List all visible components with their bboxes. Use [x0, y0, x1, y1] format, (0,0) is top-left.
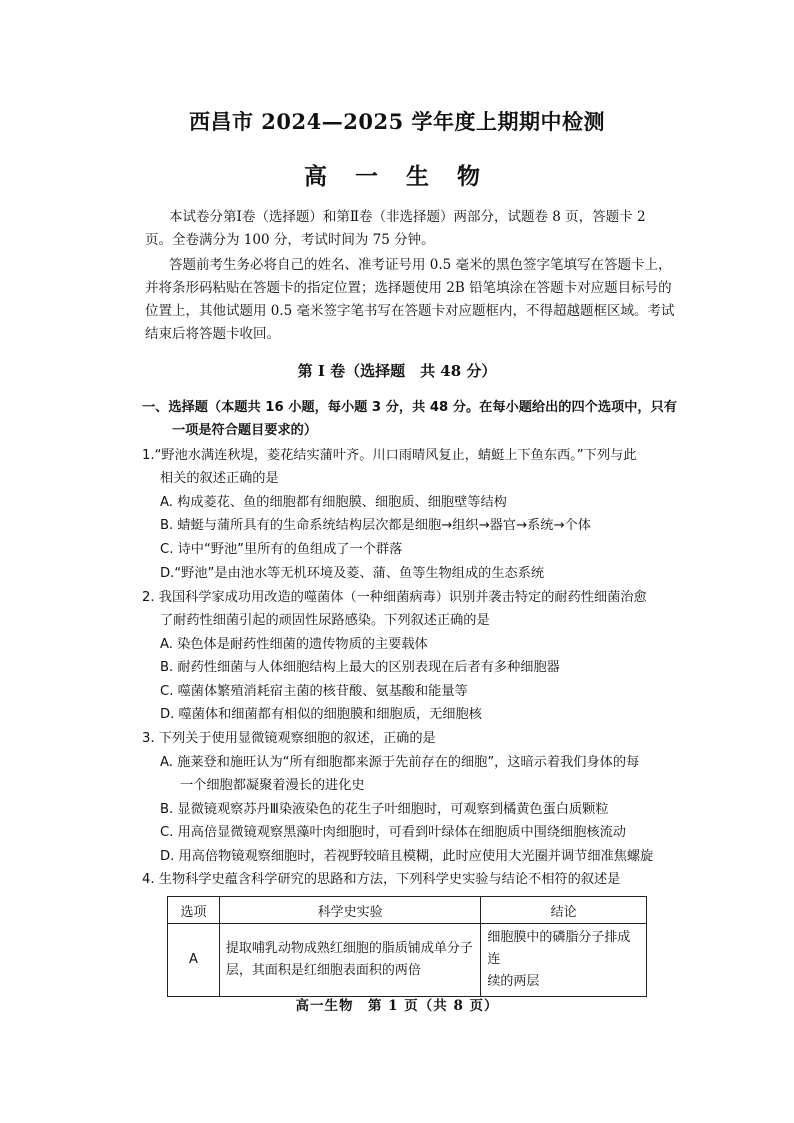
question-4-stem: 4. 生物科学史蕴含科学研究的思路和方法，下列科学史实验与结论不相符的叙述是	[142, 872, 621, 887]
table-row	[168, 924, 647, 997]
table-cell-experiment	[219, 924, 480, 997]
question-1-option-a: A. 构成菱花、鱼的细胞都有细胞膜、细胞质、细胞壁等结构	[160, 495, 507, 510]
question-3-option-b: B. 显微镜观察苏丹Ⅲ染液染色的花生子叶细胞时，可观察到橘黄色蛋白质颗粒	[160, 802, 609, 817]
part-heading-line: 一、选择题（本题共 16 小题，每小题 3 分，共 48 分。在每小题给出的四个选项中，只有	[142, 400, 677, 415]
question-2-stem: 了耐药性细菌引起的顽固性尿路感染。下列叙述正确的是	[160, 613, 490, 628]
question-2-option-a: A. 染色体是耐药性细菌的遗传物质的主要载体	[160, 637, 428, 652]
science-history-table	[167, 896, 647, 997]
instructions-paragraph-2	[145, 254, 675, 346]
instruction-line: 答题前考生务必将自己的姓名、准考证号用 0.5 毫米的黑色签字笔填写在答题卡上，	[169, 257, 672, 273]
section-title: 第 I 卷（选择题 共 48 分）	[297, 362, 497, 380]
exam-title: 西昌市 2024—2025 学年度上期期中检测	[188, 109, 605, 134]
table-header-option: 选项	[168, 897, 220, 924]
question-1-option-b: B. 蜻蜓与蒲所具有的生命系统结构层次都是细胞→组织→器官→系统→个体	[160, 518, 591, 533]
question-2-stem: 2. 我国科学家成功用改造的噬菌体（一种细菌病毒）识别并袭击特定的耐药性细菌治愈	[142, 590, 647, 605]
conclusion-line: 续的两层	[487, 974, 540, 989]
question-2-option-d: D. 噬菌体和细菌都有相似的细胞膜和细胞质，无细胞核	[160, 707, 482, 722]
question-1-stem: 1.“野池水满连秋堤，菱花结实蒲叶齐。川口雨晴风复止，蜻蜓上下鱼东西。”下列与此	[142, 448, 637, 463]
instruction-line: 本试卷分第Ⅰ卷（选择题）和第Ⅱ卷（非选择题）两部分，试题卷 8 页，答题卡 2	[169, 209, 646, 225]
instruction-line: 页。全卷满分为 100 分，考试时间为 75 分钟。	[145, 232, 435, 248]
question-1-option-c: C. 诗中“野池”里所有的鱼组成了一个群落	[160, 542, 403, 557]
instruction-line: 并将条形码粘贴在答题卡的指定位置；选择题使用 2B 铅笔填涂在答题卡对应题目标号的	[145, 280, 672, 296]
question-3-option-d: D. 用高倍物镜观察细胞时，若视野较暗且模糊，此时应使用大光圈并调节细准焦螺旋	[160, 849, 654, 864]
instruction-line: 位置上，其他试题用 0.5 毫米签字笔书写在答题卡对应题框内，不得超越题框区域。考试	[145, 303, 675, 319]
question-1-option-d: D.“野池”是由池水等无机环境及菱、蒲、鱼等生物组成的生态系统	[160, 566, 545, 581]
table-cell-conclusion	[481, 924, 647, 997]
question-3-option-c: C. 用高倍显微镜观察黑藻叶肉细胞时，可看到叶绿体在细胞质中围绕细胞核流动	[160, 825, 626, 840]
table-header-conclusion: 结论	[481, 897, 647, 924]
question-3-stem: 3. 下列关于使用显微镜观察细胞的叙述，正确的是	[142, 731, 436, 746]
question-2-option-b: B. 耐药性细菌与人体细胞结构上最大的区别表现在后者有多种细胞器	[160, 660, 560, 675]
exam-subject: 高 一 生 物	[303, 163, 491, 190]
table-header-experiment: 科学史实验	[219, 897, 480, 924]
question-3-option-a-cont: 一个细胞都凝聚着漫长的进化史	[180, 778, 365, 793]
instructions-paragraph-1	[145, 206, 665, 252]
part-heading-line: 一项是符合题目要求的）	[172, 423, 318, 438]
question-1-stem: 相关的叙述正确的是	[160, 471, 279, 486]
instruction-line: 结束后将答题卡收回。	[145, 326, 280, 342]
conclusion-line: 细胞膜中的磷脂分子排成连	[487, 930, 631, 967]
table-header-row	[168, 897, 647, 924]
table-cell-option: A	[168, 924, 220, 997]
experiment-line: 层，其面积是红细胞表面积的两倍	[225, 963, 421, 978]
question-2-option-c: C. 噬菌体繁殖消耗宿主菌的核苷酸、氨基酸和能量等	[160, 684, 468, 699]
page-footer: 高一生物 第 1 页（共 8 页）	[295, 998, 499, 1014]
question-3-option-a: A. 施莱登和施旺认为“所有细胞都来源于先前存在的细胞”，这暗示着我们身体的每	[160, 755, 640, 770]
experiment-line: 提取哺乳动物成熟红细胞的脂质铺成单分子	[225, 941, 473, 956]
